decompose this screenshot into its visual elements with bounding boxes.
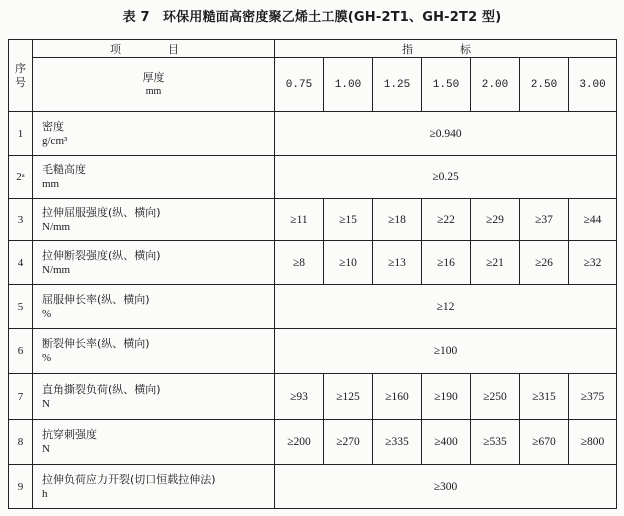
- row-value: ≥18: [373, 199, 422, 241]
- row-merged-value: ≥300: [275, 465, 617, 509]
- row-merged-value: ≥100: [275, 329, 617, 374]
- row-value: ≥13: [373, 241, 422, 285]
- row-item-unit: N/mm: [42, 220, 71, 233]
- row-value: ≥250: [471, 374, 520, 420]
- thickness-cell: 1.50: [422, 58, 471, 112]
- header-item-cell: [33, 40, 275, 58]
- row-item-name: 断裂伸长率(纵、横向): [42, 337, 150, 350]
- row-item-cell: [33, 465, 275, 509]
- header-item-label: 项 目: [110, 42, 197, 56]
- table-row: [9, 112, 617, 156]
- row-value: ≥190: [422, 374, 471, 420]
- row-item-cell: [33, 199, 275, 241]
- row-item-name: 直角撕裂负荷(纵、横向): [42, 382, 161, 396]
- row-item-cell: [33, 285, 275, 329]
- row-seq: 4: [9, 241, 33, 285]
- row-value: ≥375: [569, 374, 617, 420]
- row-item-unit: %: [42, 352, 52, 364]
- row-seq: 5: [9, 285, 33, 329]
- row-value: ≥200: [275, 420, 324, 465]
- spec-table: [8, 39, 617, 509]
- thickness-cell: 2.50: [520, 58, 569, 112]
- thickness-label-cell: [33, 58, 275, 112]
- table-row: [9, 465, 617, 509]
- row-merged-value: ≥12: [275, 285, 617, 329]
- table-row: [9, 199, 617, 241]
- row-seq: 7: [9, 374, 33, 420]
- row-value: ≥125: [324, 374, 373, 420]
- thickness-unit: mm: [145, 85, 162, 97]
- row-item-unit: mm: [42, 178, 60, 190]
- row-value: ≥315: [520, 374, 569, 420]
- row-value: ≥93: [275, 374, 324, 420]
- row-value: ≥11: [275, 199, 324, 241]
- row-item-name: 毛糙高度: [42, 163, 86, 176]
- row-item-cell: [33, 112, 275, 156]
- row-item-cell: [33, 241, 275, 285]
- header-row-1: [9, 40, 617, 58]
- row-item-cell: [33, 420, 275, 465]
- row-seq: 8: [9, 420, 33, 465]
- table-row: [9, 241, 617, 285]
- row-value: ≥37: [520, 199, 569, 241]
- row-value: ≥15: [324, 199, 373, 241]
- row-value: ≥8: [275, 241, 324, 285]
- table-row: [9, 329, 617, 374]
- thickness-cell: 0.75: [275, 58, 324, 112]
- row-item-unit: N/mm: [42, 263, 71, 276]
- row-value: ≥22: [422, 199, 471, 241]
- row-seq: 6: [9, 329, 33, 374]
- row-value: ≥29: [471, 199, 520, 241]
- thickness-cell: 1.25: [373, 58, 422, 112]
- row-value: ≥400: [422, 420, 471, 465]
- table-row: [9, 374, 617, 420]
- thickness-cell: 3.00: [569, 58, 617, 112]
- row-item-cell: [33, 156, 275, 199]
- row-merged-value: ≥0.940: [275, 112, 617, 156]
- row-item-name: 抗穿刺强度: [42, 428, 97, 441]
- row-merged-value: ≥0.25: [275, 156, 617, 199]
- table-row: [9, 156, 617, 199]
- thickness-label: 厚度: [142, 70, 165, 84]
- row-value: ≥270: [324, 420, 373, 465]
- row-item-cell: [33, 374, 275, 420]
- row-item-unit: g/cm³: [42, 134, 68, 147]
- row-item-unit: N: [42, 443, 50, 455]
- table-row: [9, 420, 617, 465]
- row-item-name: 拉伸屈服强度(纵、横向): [42, 205, 161, 219]
- header-seq-cell: [9, 40, 33, 112]
- header-index-cell: [275, 40, 617, 58]
- header-seq-label: 序号: [15, 61, 26, 89]
- row-item-name: 拉伸断裂强度(纵、横向): [42, 248, 161, 262]
- row-value: ≥670: [520, 420, 569, 465]
- row-item-unit: h: [42, 487, 48, 500]
- row-item-name: 屈服伸长率(纵、横向): [42, 292, 150, 306]
- row-value: ≥335: [373, 420, 422, 465]
- row-item-cell: [33, 329, 275, 374]
- row-value: ≥44: [569, 199, 617, 241]
- row-item-name: 密度: [42, 119, 64, 133]
- row-value: ≥21: [471, 241, 520, 285]
- row-value: ≥535: [471, 420, 520, 465]
- table-title: 表 7 环保用糙面高密度聚乙烯土工膜(GH-2T1、GH-2T2 型): [122, 10, 502, 25]
- row-seq: 2ᵃ: [9, 156, 33, 199]
- row-value: ≥160: [373, 374, 422, 420]
- row-value: ≥26: [520, 241, 569, 285]
- row-item-name: 拉伸负荷应力开裂(切口恒载拉伸法): [42, 472, 216, 486]
- row-value: ≥10: [324, 241, 373, 285]
- row-value: ≥800: [569, 420, 617, 465]
- row-value: ≥32: [569, 241, 617, 285]
- row-seq: 3: [9, 199, 33, 241]
- row-seq: 1: [9, 112, 33, 156]
- thickness-cell: 2.00: [471, 58, 520, 112]
- row-item-unit: N: [42, 397, 50, 410]
- header-row-2: [9, 58, 617, 112]
- header-index-label: 指 标: [402, 42, 490, 56]
- row-seq: 9: [9, 465, 33, 509]
- thickness-cell: 1.00: [324, 58, 373, 112]
- table-row: [9, 285, 617, 329]
- row-item-unit: %: [42, 307, 52, 320]
- row-value: ≥16: [422, 241, 471, 285]
